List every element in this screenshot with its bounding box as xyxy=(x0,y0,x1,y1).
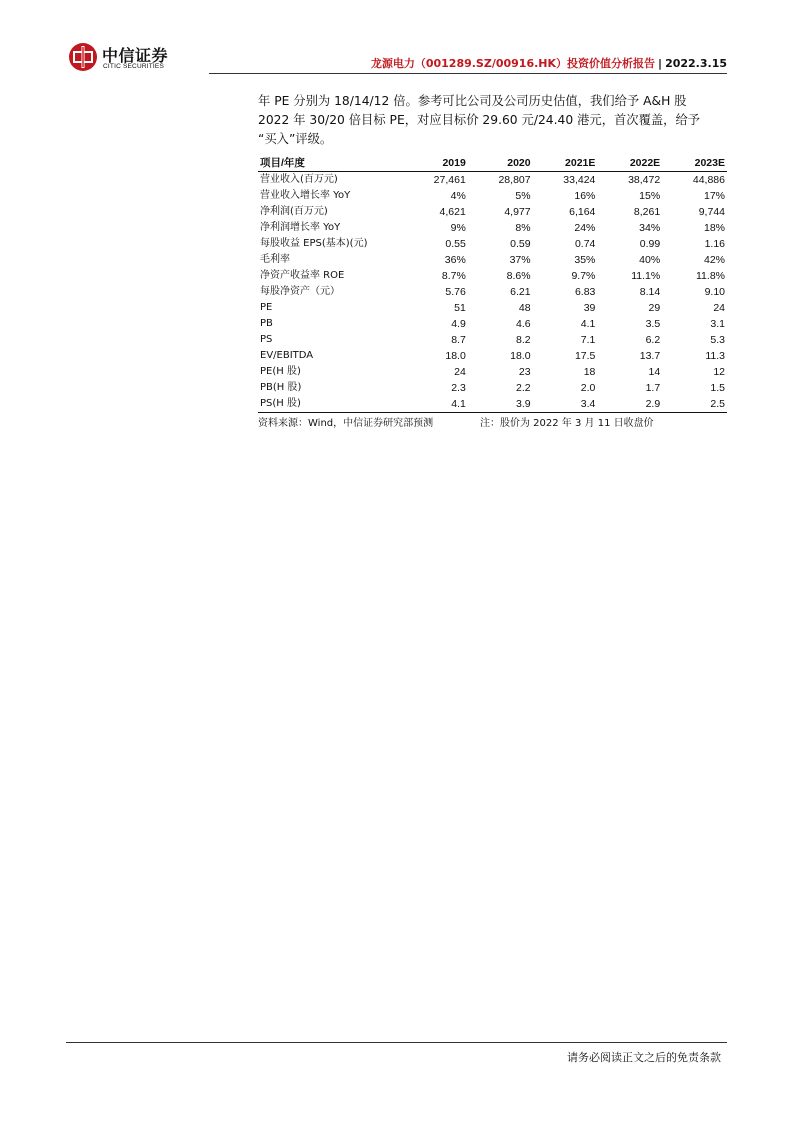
table-cell: 8% xyxy=(515,222,531,234)
logo-name: 中信证券 xyxy=(102,46,169,65)
table-cell: 2.9 xyxy=(597,396,662,413)
row-label: PE xyxy=(260,302,273,313)
table-cell: 0.59 xyxy=(510,238,531,250)
table-header-cell: 2021E xyxy=(533,155,598,172)
table-cell: 9.10 xyxy=(704,286,725,298)
table-cell: 35% xyxy=(574,254,596,266)
table-row xyxy=(258,188,727,204)
table-row xyxy=(258,380,727,396)
table-cell: 5.76 xyxy=(445,286,466,298)
table-cell: 34% xyxy=(639,222,661,234)
table-cell: 8.14 xyxy=(639,286,661,298)
table-cell: 40% xyxy=(639,254,661,266)
table-header-cell: 2023E xyxy=(662,155,727,172)
table-cell: 4.6 xyxy=(515,318,531,330)
table-header-row xyxy=(258,155,727,172)
table-cell: 17% xyxy=(703,190,725,202)
table-cell: 3.9 xyxy=(468,396,533,413)
table-cell: 5% xyxy=(515,190,531,202)
table-cell: 17.5 xyxy=(574,350,596,362)
row-label: 营业收入(百万元) xyxy=(260,174,338,185)
row-label: PB(H 股) xyxy=(260,382,302,393)
table-cell: 4.1 xyxy=(403,396,468,413)
intro-paragraph xyxy=(258,92,729,149)
table-cell: 38,472 xyxy=(628,174,661,186)
report-header xyxy=(371,55,727,71)
row-label: PB xyxy=(260,318,273,329)
row-label: 每股收益 EPS(基本)(元) xyxy=(260,238,368,249)
table-cell: 37% xyxy=(509,254,531,266)
table-cell: 4,977 xyxy=(504,206,531,218)
table-cell: 4.1 xyxy=(580,318,596,330)
table-cell: 8,261 xyxy=(633,206,661,218)
table-cell: 3.4 xyxy=(533,396,598,413)
table-cell: 24 xyxy=(454,366,466,378)
intro-line: “买入”评级。 xyxy=(258,132,333,146)
financial-forecast-table xyxy=(258,155,727,413)
report-date: 2022.3.15 xyxy=(665,57,727,70)
citic-logo-icon xyxy=(68,42,98,72)
table-cell: 8.2 xyxy=(515,334,531,346)
table-cell: 9% xyxy=(450,222,466,234)
table-cell: 2.2 xyxy=(515,382,531,394)
table-cell: 0.55 xyxy=(445,238,466,250)
row-label: 每股净资产（元） xyxy=(260,286,340,297)
price-note: 注：股价为 2022 年 3 月 11 日收盘价 xyxy=(480,418,654,429)
table-cell: 6.2 xyxy=(645,334,661,346)
table-cell: 4,621 xyxy=(439,206,466,218)
row-label: PS xyxy=(260,334,273,345)
intro-line: 年 PE 分别为 18/14/12 倍。参考可比公司及公司历史估值，我们给予 A&H 股 xyxy=(258,94,687,108)
header-divider xyxy=(209,73,727,74)
report-title: 龙源电力（001289.SZ/00916.HK）投资价值分析报告 xyxy=(370,57,656,70)
table-header-cell: 2022E xyxy=(597,155,662,172)
table-header-cell: 项目/年度 xyxy=(258,155,403,172)
table-cell: 0.99 xyxy=(639,238,661,250)
table-row xyxy=(258,220,727,236)
table-cell: 13.7 xyxy=(639,350,661,362)
row-label: PS(H 股) xyxy=(258,396,403,413)
citic-logo xyxy=(68,42,180,76)
intro-line: 2022 年 30/20 倍目标 PE，对应目标价 29.60 元/24.40 港元，首次覆盖，给予 xyxy=(258,113,701,127)
table-cell: 8.7% xyxy=(441,270,466,282)
table-cell: 16% xyxy=(574,190,596,202)
table-cell: 8.6% xyxy=(506,270,531,282)
row-label: 营业收入增长率 YoY xyxy=(260,190,351,201)
table-cell: 3.5 xyxy=(645,318,661,330)
table-row xyxy=(258,364,727,380)
table-cell: 2.5 xyxy=(662,396,727,413)
row-label: 净利润(百万元) xyxy=(260,206,328,217)
table-cell: 36% xyxy=(444,254,466,266)
table-cell: 9.7% xyxy=(571,270,596,282)
table-cell: 28,807 xyxy=(498,174,531,186)
table-cell: 11.1% xyxy=(631,270,661,282)
table-cell: 12 xyxy=(713,366,725,378)
table-cell: 0.74 xyxy=(574,238,596,250)
table-cell: 1.5 xyxy=(710,382,725,394)
table-cell: 11.3 xyxy=(705,350,725,362)
row-label: 毛利率 xyxy=(260,254,290,265)
table-cell: 24 xyxy=(713,302,725,314)
table-cell: 48 xyxy=(518,302,531,314)
table-cell: 6.21 xyxy=(510,286,531,298)
table-cell: 18.0 xyxy=(445,350,466,362)
header-separator: | xyxy=(658,57,663,70)
table-cell: 2.3 xyxy=(451,382,466,394)
row-label: EV/EBITDA xyxy=(260,350,314,361)
row-label: 净资产收益率 ROE xyxy=(260,270,345,281)
table-row xyxy=(258,172,727,189)
table-cell: 18 xyxy=(583,366,596,378)
table-cell: 14 xyxy=(648,366,661,378)
footer-disclaimer: 请务必阅读正文之后的免责条款 xyxy=(567,1051,721,1064)
table-cell: 15% xyxy=(639,190,661,202)
row-label: PE(H 股) xyxy=(260,366,301,377)
table-cell: 18.0 xyxy=(510,350,531,362)
table-cell: 27,461 xyxy=(433,174,466,186)
footer-divider xyxy=(66,1042,727,1043)
table-cell: 4.9 xyxy=(451,318,466,330)
table-row xyxy=(258,236,727,252)
table-header-cell: 2020 xyxy=(468,155,533,172)
table-row xyxy=(258,204,727,220)
row-label: 净利润增长率 YoY xyxy=(260,222,341,233)
table-cell: 18% xyxy=(703,222,725,234)
table-row xyxy=(258,284,727,300)
table-cell: 8.7 xyxy=(451,334,466,346)
table-row xyxy=(258,316,727,332)
table-cell: 2.0 xyxy=(580,382,596,394)
table-cell: 7.1 xyxy=(580,334,596,346)
table-cell: 42% xyxy=(703,254,725,266)
table-cell: 44,886 xyxy=(692,174,725,186)
table-cell: 5.3 xyxy=(710,334,725,346)
table-row xyxy=(258,268,727,284)
table-cell: 29 xyxy=(648,302,661,314)
table-row xyxy=(258,348,727,364)
table-cell: 1.7 xyxy=(645,382,661,394)
table-row xyxy=(258,332,727,348)
table-header-cell: 2019 xyxy=(403,155,468,172)
table-row xyxy=(258,396,727,413)
table-cell: 1.16 xyxy=(704,238,725,250)
table-cell: 6,164 xyxy=(569,206,596,218)
data-source: 资料来源：Wind，中信证券研究部预测 xyxy=(258,418,434,429)
table-cell: 3.1 xyxy=(710,318,725,330)
table-cell: 6.83 xyxy=(574,286,596,298)
logo-subtitle: CITIC SECURITIES xyxy=(103,63,164,70)
table-cell: 11.8% xyxy=(696,270,725,282)
table-cell: 39 xyxy=(583,302,596,314)
table-cell: 24% xyxy=(574,222,596,234)
table-row xyxy=(258,252,727,268)
table-cell: 51 xyxy=(454,302,466,314)
table-row xyxy=(258,300,727,316)
table-cell: 33,424 xyxy=(563,174,596,186)
table-cell: 4% xyxy=(450,190,466,202)
table-cell: 9,744 xyxy=(698,206,725,218)
table-cell: 23 xyxy=(518,366,531,378)
